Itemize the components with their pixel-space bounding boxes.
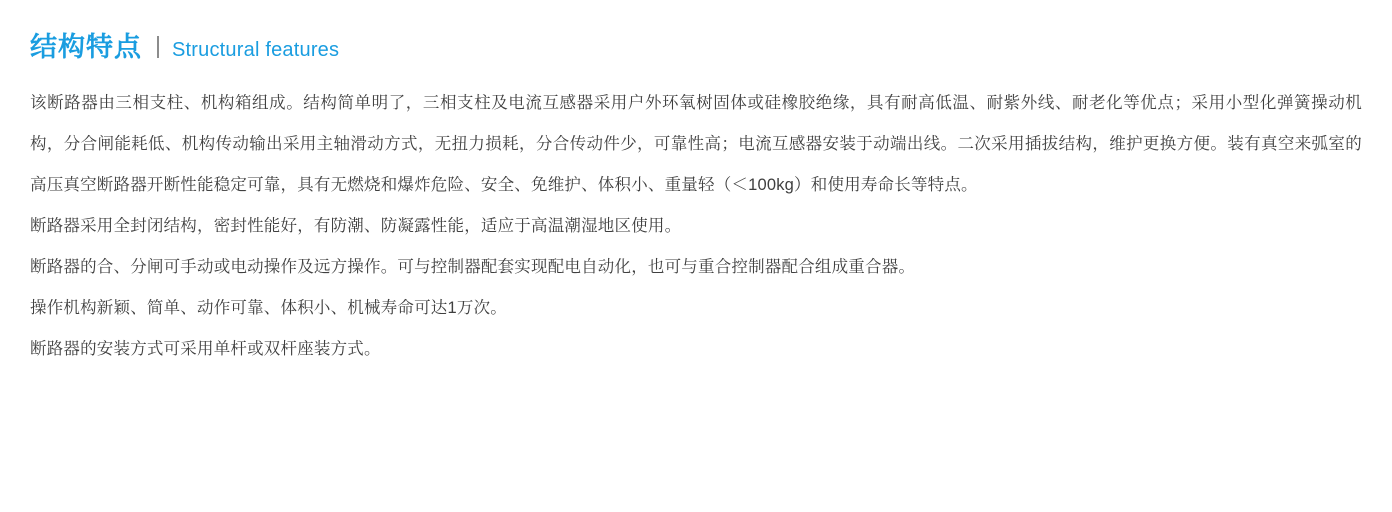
body-content	[30, 83, 1362, 370]
paragraph-3: 断路器的合、分闸可手动或电动操作及远方操作。可与控制器配套实现配电自动化，也可与重合控制器配合组成重合器。	[30, 258, 916, 276]
title-divider	[157, 36, 159, 58]
section-header	[30, 34, 1362, 61]
paragraph-4: 操作机构新颖、简单、动作可靠、体积小、机械寿命可达1万次。	[30, 299, 507, 317]
section-title-english: Structural features	[172, 39, 340, 61]
paragraph-1: 该断路器由三相支柱、机构箱组成。结构简单明了，三相支柱及电流互感器采用户外环氧树固体或硅橡胶绝缘，具有耐高低温、耐紫外线、耐老化等优点；采用小型化弹簧操动机构，分合闸能耗低、机构传动输出采用主轴滑动方式，无扭力损耗，分合传动件少，可靠性高；电流互感器安装于动端出线。二次采用插拔结构，维护更换方便。装有真空来弧室的高压真空断路器开断性能稳定可靠，具有无燃烧和爆炸危险、安全、免维护、体积小、重量轻（＜100kg）和使用寿命长等特点。	[30, 94, 1362, 194]
section-title-chinese: 结构特点	[30, 32, 142, 62]
paragraph-2: 断路器采用全封闭结构，密封性能好，有防潮、防凝露性能，适应于高温潮湿地区使用。	[30, 217, 682, 235]
paragraph-5: 断路器的安装方式可采用单杆或双杆座装方式。	[30, 340, 381, 358]
